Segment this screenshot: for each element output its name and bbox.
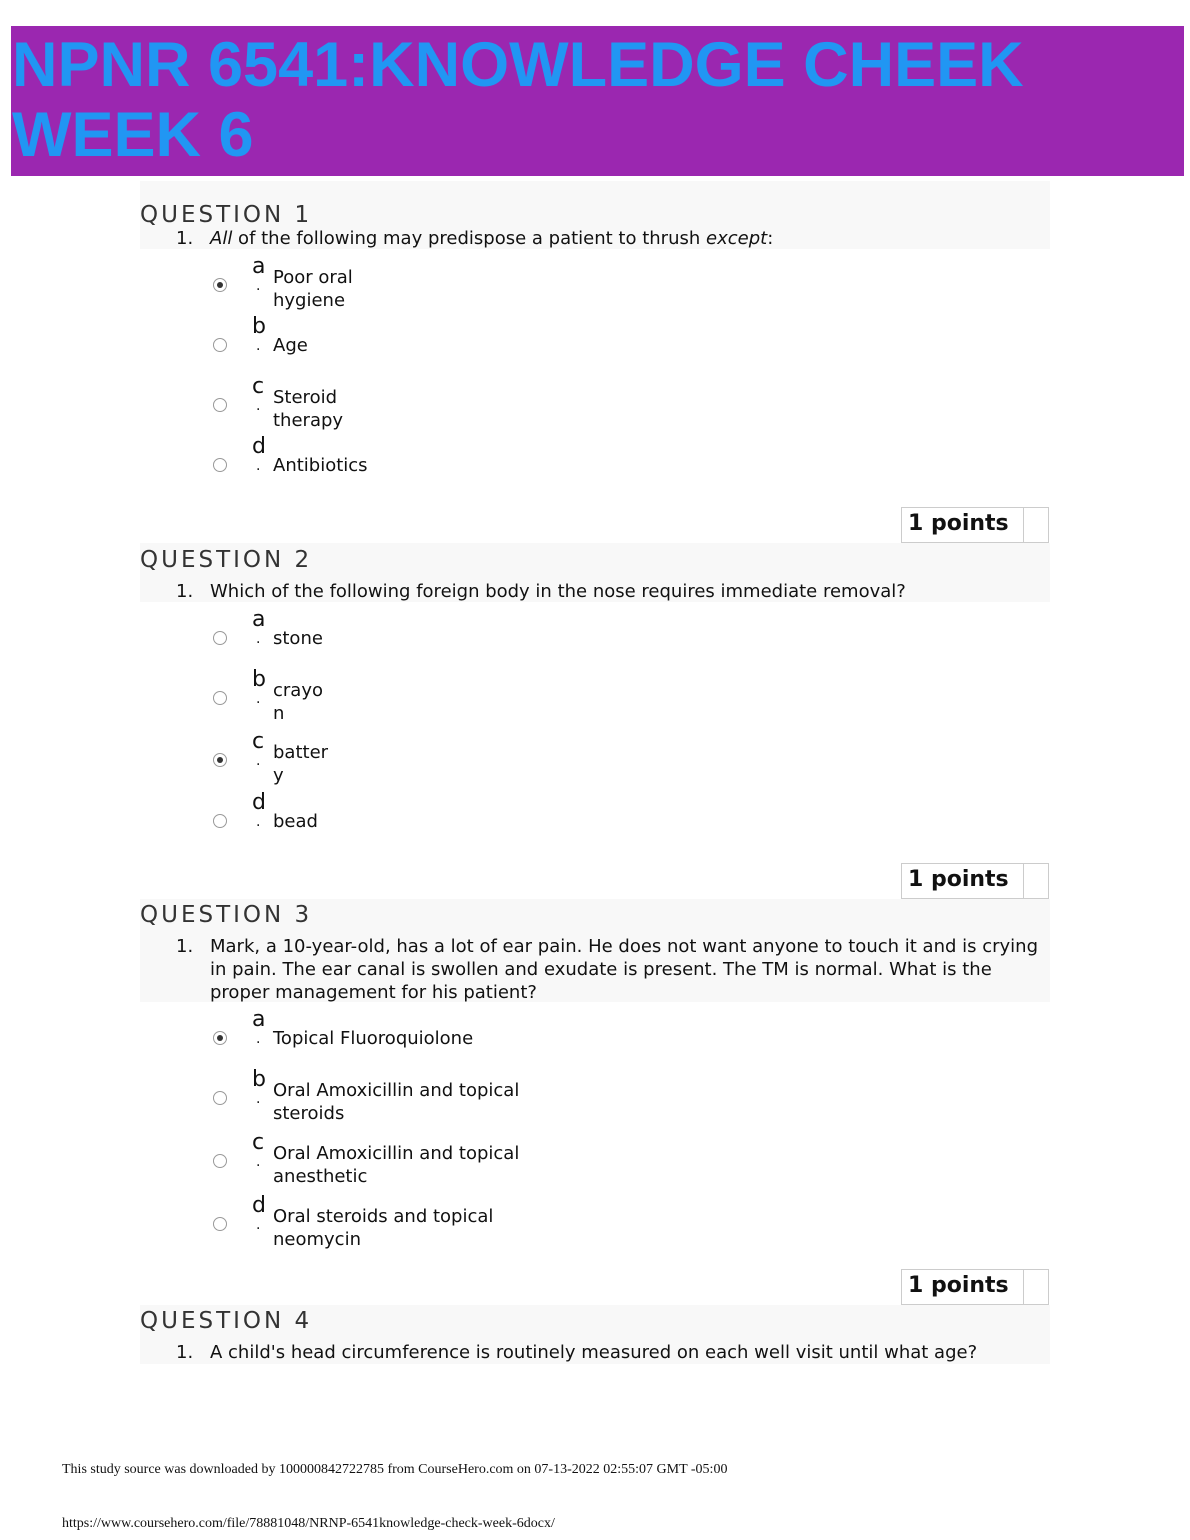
radio-button[interactable] xyxy=(213,631,227,645)
option-text: bead xyxy=(273,811,318,832)
option-text: batter y xyxy=(273,742,329,786)
question-2-label: QUESTION 2 xyxy=(140,547,313,573)
radio-button-selected[interactable] xyxy=(213,1031,227,1045)
q2-option-a[interactable]: a . stone xyxy=(210,617,610,667)
option-text: Oral Amoxicillin and topical steroids xyxy=(273,1080,520,1124)
q3-option-c[interactable]: c . Oral Amoxicillin and topical anesthetic xyxy=(210,1140,610,1190)
radio-button[interactable] xyxy=(213,1217,227,1231)
option-text: Antibiotics xyxy=(273,455,368,476)
question-4-number: 1. xyxy=(176,1342,194,1363)
q3-points-box xyxy=(901,1269,1049,1305)
points-cell xyxy=(1023,864,1048,898)
q1-points-box xyxy=(901,507,1049,543)
question-1-number: 1. xyxy=(176,228,194,249)
option-text: Age xyxy=(273,335,308,356)
option-text: Topical Fluoroquiolone xyxy=(273,1028,474,1049)
radio-button[interactable] xyxy=(213,338,227,352)
radio-button[interactable] xyxy=(213,1154,227,1168)
question-3-label: QUESTION 3 xyxy=(140,902,313,928)
footer-source-note: This study source was downloaded by 100000842722785 from CourseHero.com on 07-13-2022 02:55:07 GMT -05:00 xyxy=(62,1462,728,1477)
footer-url[interactable]: https://www.coursehero.com/file/78881048/NRNP-6541knowledge-check-week-6docx/ xyxy=(62,1516,555,1531)
option-text: Poor oral hygiene xyxy=(273,267,353,311)
q1-option-c[interactable]: c . Steroid therapy xyxy=(210,384,610,434)
option-text: Steroid therapy xyxy=(273,387,344,431)
option-text: stone xyxy=(273,628,323,649)
q1-option-a[interactable]: a . Poor oral hygiene xyxy=(210,264,610,314)
question-4-label: QUESTION 4 xyxy=(140,1308,313,1334)
radio-button[interactable] xyxy=(213,458,227,472)
q3-option-d[interactable]: d . Oral steroids and topical neomycin xyxy=(210,1203,610,1253)
option-text: Oral steroids and topical neomycin xyxy=(273,1206,494,1250)
q1-option-d[interactable]: d . Antibiotics xyxy=(210,444,610,494)
question-1-label: QUESTION 1 xyxy=(140,202,313,228)
q3-option-a[interactable]: a . Topical Fluoroquiolone xyxy=(210,1017,610,1067)
points-label: 1 points xyxy=(908,1273,1009,1298)
emphasis-except: except xyxy=(706,228,768,249)
q2-option-b[interactable]: b . crayo n xyxy=(210,677,610,727)
q2-option-c[interactable]: c . batter y xyxy=(210,739,610,789)
points-label: 1 points xyxy=(908,867,1009,892)
points-cell xyxy=(1023,508,1048,542)
radio-button[interactable] xyxy=(213,1091,227,1105)
option-text: crayo n xyxy=(273,680,323,724)
question-2-number: 1. xyxy=(176,581,194,602)
question-3-number: 1. xyxy=(176,936,194,957)
points-cell xyxy=(1023,1270,1048,1304)
radio-button[interactable] xyxy=(213,814,227,828)
q2-points-box xyxy=(901,863,1049,899)
q2-option-d[interactable]: d . bead xyxy=(210,800,610,850)
q3-option-b[interactable]: b . Oral Amoxicillin and topical steroids xyxy=(210,1077,610,1127)
points-label: 1 points xyxy=(908,511,1009,536)
radio-button-selected[interactable] xyxy=(213,753,227,767)
radio-button[interactable] xyxy=(213,691,227,705)
page-title: NPNR 6541:KNOWLEDGE CHEEK WEEK 6 xyxy=(12,30,1024,170)
q1-option-b[interactable]: b . Age xyxy=(210,324,610,374)
option-text: Oral Amoxicillin and topical anesthetic xyxy=(273,1143,520,1187)
emphasis-all: All xyxy=(210,228,233,249)
radio-button-selected[interactable] xyxy=(213,278,227,292)
radio-button[interactable] xyxy=(213,398,227,412)
